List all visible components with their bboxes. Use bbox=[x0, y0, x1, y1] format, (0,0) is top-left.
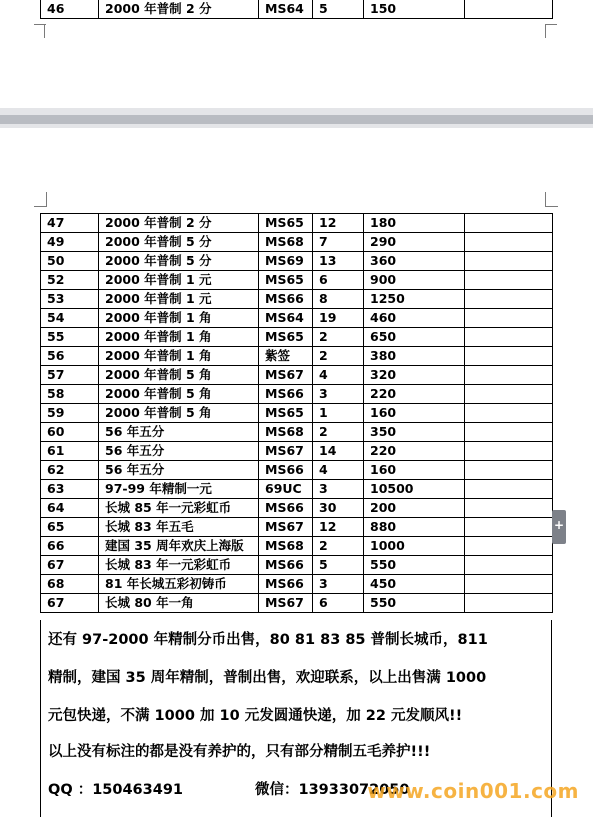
table-row bbox=[41, 461, 553, 480]
table-row bbox=[41, 252, 553, 271]
cell-grade: MS65 bbox=[259, 271, 313, 290]
cell-price: 900 bbox=[364, 271, 465, 290]
cell-no: 60 bbox=[41, 423, 99, 442]
cell-no: 62 bbox=[41, 461, 99, 480]
cell-grade: MS68 bbox=[259, 233, 313, 252]
cell-price: 220 bbox=[364, 442, 465, 461]
cell-name: 2000 年普制 1 元 bbox=[99, 271, 259, 290]
cell-price: 350 bbox=[364, 423, 465, 442]
table-row bbox=[41, 328, 553, 347]
cell-grade: MS67 bbox=[259, 594, 313, 613]
cell-price: 1000 bbox=[364, 537, 465, 556]
cell-grade: MS66 bbox=[259, 499, 313, 518]
table-row bbox=[41, 404, 553, 423]
cell-price: 200 bbox=[364, 499, 465, 518]
cell-extra bbox=[465, 556, 553, 575]
cell-extra bbox=[465, 328, 553, 347]
cell-name: 56 年五分 bbox=[99, 442, 259, 461]
cell-extra bbox=[465, 518, 553, 537]
cell-extra bbox=[465, 385, 553, 404]
table-row bbox=[41, 290, 553, 309]
cell-extra bbox=[465, 404, 553, 423]
cell-no: 65 bbox=[41, 518, 99, 537]
cell-qty: 4 bbox=[313, 461, 364, 480]
cell-grade: MS66 bbox=[259, 290, 313, 309]
cell-grade: MS64 bbox=[259, 0, 313, 19]
crop-mark-top-right bbox=[545, 192, 558, 207]
cell-grade: MS69 bbox=[259, 252, 313, 271]
side-expand-tab[interactable] bbox=[552, 510, 566, 544]
cell-name: 2000 年普制 5 角 bbox=[99, 404, 259, 423]
cell-extra bbox=[465, 347, 553, 366]
table-row bbox=[41, 309, 553, 328]
cell-name: 长城 80 年一角 bbox=[99, 594, 259, 613]
cell-qty: 1 bbox=[313, 404, 364, 423]
cell-extra bbox=[465, 442, 553, 461]
page-separator bbox=[0, 115, 593, 124]
cell-no: 56 bbox=[41, 347, 99, 366]
cell-extra bbox=[465, 480, 553, 499]
cell-name: 2000 年普制 5 分 bbox=[99, 252, 259, 271]
cell-price: 880 bbox=[364, 518, 465, 537]
cell-extra bbox=[465, 461, 553, 480]
cell-no: 63 bbox=[41, 480, 99, 499]
cell-name: 长城 83 年一元彩虹币 bbox=[99, 556, 259, 575]
site-watermark: www.coin001.com bbox=[367, 779, 579, 803]
table-row bbox=[41, 423, 553, 442]
cell-price: 320 bbox=[364, 366, 465, 385]
cell-no: 54 bbox=[41, 309, 99, 328]
cell-price: 150 bbox=[364, 0, 465, 19]
cell-no: 57 bbox=[41, 366, 99, 385]
cell-extra bbox=[465, 366, 553, 385]
cell-price: 180 bbox=[364, 214, 465, 233]
cell-price: 160 bbox=[364, 404, 465, 423]
table-row bbox=[41, 0, 553, 19]
cell-qty: 12 bbox=[313, 214, 364, 233]
plus-icon: + bbox=[554, 518, 565, 532]
cell-no: 58 bbox=[41, 385, 99, 404]
cell-grade: MS66 bbox=[259, 461, 313, 480]
cell-no: 46 bbox=[41, 0, 99, 19]
document-page-previous bbox=[0, 0, 593, 108]
cell-price: 290 bbox=[364, 233, 465, 252]
cell-price: 380 bbox=[364, 347, 465, 366]
cell-extra bbox=[465, 0, 553, 19]
cell-name: 长城 85 年一元彩虹币 bbox=[99, 499, 259, 518]
cell-qty: 6 bbox=[313, 594, 364, 613]
cell-extra bbox=[465, 271, 553, 290]
cell-extra bbox=[465, 575, 553, 594]
cell-grade: MS64 bbox=[259, 309, 313, 328]
cell-price: 650 bbox=[364, 328, 465, 347]
cell-name: 2000 年普制 2 分 bbox=[99, 214, 259, 233]
cell-price: 10500 bbox=[364, 480, 465, 499]
cell-price: 160 bbox=[364, 461, 465, 480]
cell-qty: 19 bbox=[313, 309, 364, 328]
cell-no: 64 bbox=[41, 499, 99, 518]
cell-qty: 14 bbox=[313, 442, 364, 461]
cell-qty: 2 bbox=[313, 423, 364, 442]
cell-name: 81 年长城五彩初铸币 bbox=[99, 575, 259, 594]
notes-line-2: 精制，建国 35 周年精制，普制出售，欢迎联系，以上出售满 1000 bbox=[48, 670, 487, 686]
crop-mark-top-left bbox=[34, 192, 47, 207]
table-row bbox=[41, 347, 553, 366]
cell-extra bbox=[465, 537, 553, 556]
cell-no: 53 bbox=[41, 290, 99, 309]
cell-grade: 69UC bbox=[259, 480, 313, 499]
cell-qty: 3 bbox=[313, 575, 364, 594]
cell-grade: MS65 bbox=[259, 214, 313, 233]
page-gap bbox=[0, 108, 593, 128]
cell-extra bbox=[465, 423, 553, 442]
notes-line-3: 元包快递，不满 1000 加 10 元发圆通快递，加 22 元发顺风!! bbox=[48, 708, 463, 724]
cell-qty: 30 bbox=[313, 499, 364, 518]
cell-qty: 3 bbox=[313, 480, 364, 499]
cell-no: 47 bbox=[41, 214, 99, 233]
cell-grade: MS67 bbox=[259, 518, 313, 537]
cell-name: 2000 年普制 1 角 bbox=[99, 328, 259, 347]
cell-qty: 12 bbox=[313, 518, 364, 537]
cell-price: 1250 bbox=[364, 290, 465, 309]
table-row bbox=[41, 518, 553, 537]
cell-name: 2000 年普制 2 分 bbox=[99, 0, 259, 19]
table-row bbox=[41, 442, 553, 461]
cell-extra bbox=[465, 233, 553, 252]
cell-no: 59 bbox=[41, 404, 99, 423]
crop-mark-bottom-left bbox=[34, 24, 45, 38]
cell-qty: 6 bbox=[313, 271, 364, 290]
cell-name: 2000 年普制 5 分 bbox=[99, 233, 259, 252]
cell-qty: 8 bbox=[313, 290, 364, 309]
cell-qty: 7 bbox=[313, 233, 364, 252]
cell-qty: 2 bbox=[313, 347, 364, 366]
cell-extra bbox=[465, 499, 553, 518]
table-row bbox=[41, 575, 553, 594]
notes-line-1: 还有 97-2000 年精制分币出售，80 81 83 85 普制长城币，811 bbox=[48, 632, 488, 648]
cell-price: 220 bbox=[364, 385, 465, 404]
cell-grade: MS66 bbox=[259, 556, 313, 575]
cell-price: 360 bbox=[364, 252, 465, 271]
cell-extra bbox=[465, 309, 553, 328]
cell-grade: MS68 bbox=[259, 537, 313, 556]
table-row bbox=[41, 366, 553, 385]
contact-wechat: 微信：13933072050 bbox=[255, 782, 410, 798]
cell-no: 55 bbox=[41, 328, 99, 347]
cell-price: 460 bbox=[364, 309, 465, 328]
cell-name: 2000 年普制 5 角 bbox=[99, 385, 259, 404]
cell-no: 67 bbox=[41, 556, 99, 575]
cell-no: 50 bbox=[41, 252, 99, 271]
table-row bbox=[41, 499, 553, 518]
cell-name: 2000 年普制 1 角 bbox=[99, 309, 259, 328]
cell-no: 68 bbox=[41, 575, 99, 594]
table-row bbox=[41, 271, 553, 290]
cell-name: 长城 83 年五毛 bbox=[99, 518, 259, 537]
table-row bbox=[41, 480, 553, 499]
cell-grade: MS67 bbox=[259, 442, 313, 461]
cell-no: 52 bbox=[41, 271, 99, 290]
table-row bbox=[41, 233, 553, 252]
table-row bbox=[41, 594, 553, 613]
cell-grade: MS65 bbox=[259, 404, 313, 423]
cell-price: 550 bbox=[364, 556, 465, 575]
cell-name: 56 年五分 bbox=[99, 461, 259, 480]
cell-grade: MS66 bbox=[259, 575, 313, 594]
cell-grade: MS66 bbox=[259, 385, 313, 404]
cell-name: 建国 35 周年欢庆上海版 bbox=[99, 537, 259, 556]
crop-mark-bottom-left-h bbox=[34, 24, 46, 25]
cell-no: 67 bbox=[41, 594, 99, 613]
cell-grade: 紫签 bbox=[259, 347, 313, 366]
cell-qty: 4 bbox=[313, 366, 364, 385]
cell-price: 550 bbox=[364, 594, 465, 613]
cell-qty: 2 bbox=[313, 537, 364, 556]
cell-name: 56 年五分 bbox=[99, 423, 259, 442]
contact-qq: QQ ：150463491 bbox=[48, 782, 184, 798]
table-row bbox=[41, 537, 553, 556]
table-row bbox=[41, 214, 553, 233]
cell-qty: 5 bbox=[313, 556, 364, 575]
cell-name: 2000 年普制 5 角 bbox=[99, 366, 259, 385]
crop-mark-bottom-right bbox=[545, 24, 556, 38]
cell-grade: MS65 bbox=[259, 328, 313, 347]
cell-grade: MS67 bbox=[259, 366, 313, 385]
notes-line-4: 以上没有标注的都是没有养护的，只有部分精制五毛养护!!! bbox=[48, 744, 431, 760]
cell-no: 61 bbox=[41, 442, 99, 461]
cell-extra bbox=[465, 594, 553, 613]
cell-qty: 5 bbox=[313, 0, 364, 19]
cell-extra bbox=[465, 290, 553, 309]
cell-extra bbox=[465, 252, 553, 271]
cell-name: 2000 年普制 1 角 bbox=[99, 347, 259, 366]
price-table-top bbox=[40, 0, 553, 19]
cell-no: 66 bbox=[41, 537, 99, 556]
cell-grade: MS68 bbox=[259, 423, 313, 442]
cell-name: 97-99 年精制一元 bbox=[99, 480, 259, 499]
table-row bbox=[41, 556, 553, 575]
cell-qty: 3 bbox=[313, 385, 364, 404]
crop-mark-bottom-right-h bbox=[545, 24, 557, 25]
cell-extra bbox=[465, 214, 553, 233]
cell-qty: 2 bbox=[313, 328, 364, 347]
cell-qty: 13 bbox=[313, 252, 364, 271]
cell-no: 49 bbox=[41, 233, 99, 252]
cell-name: 2000 年普制 1 元 bbox=[99, 290, 259, 309]
price-table bbox=[40, 213, 553, 613]
cell-price: 450 bbox=[364, 575, 465, 594]
table-row bbox=[41, 385, 553, 404]
